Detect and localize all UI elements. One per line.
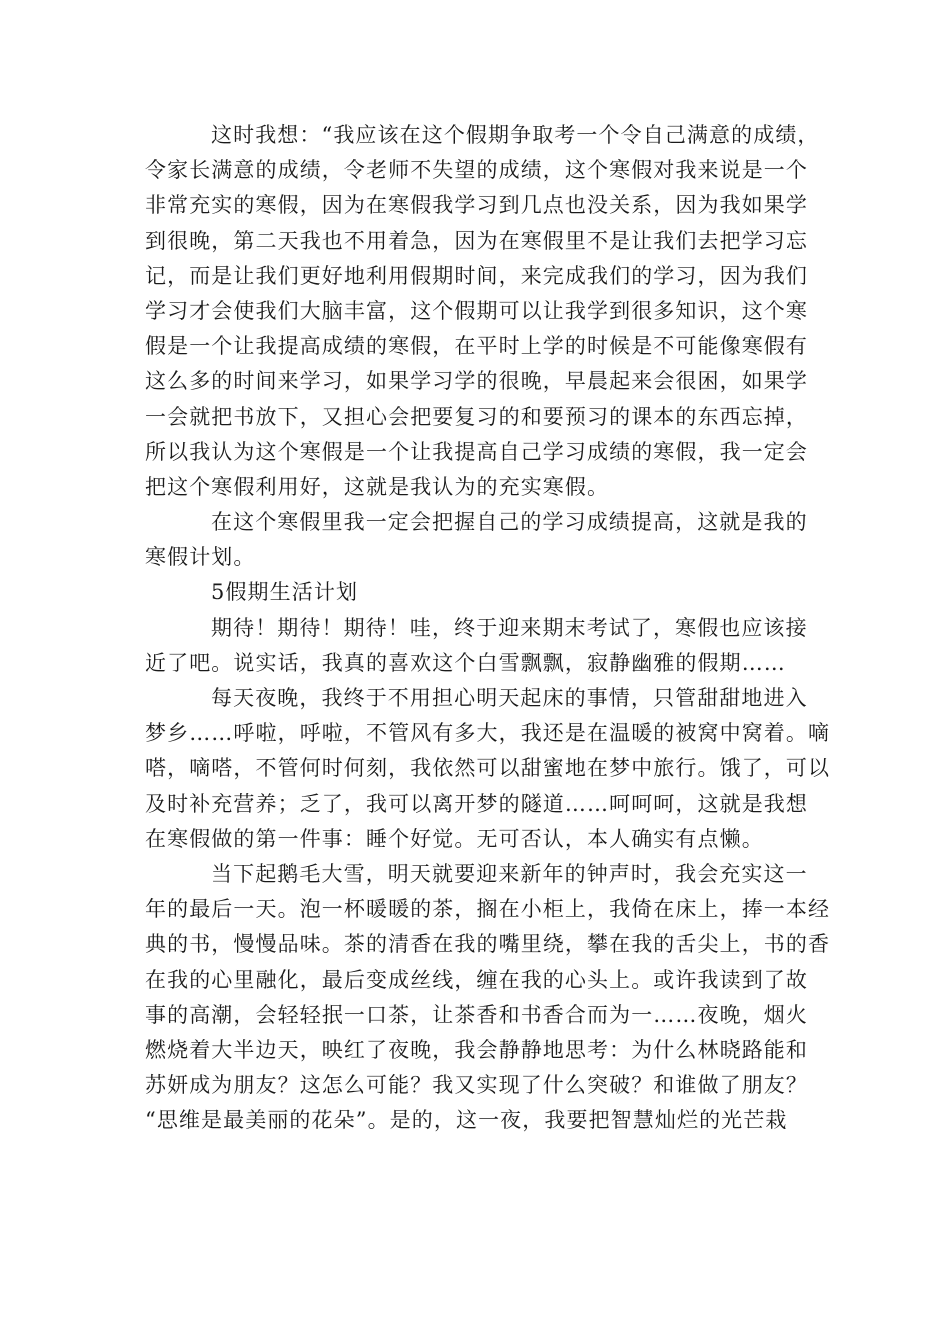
text-line: 学习才会使我们大脑丰富，这个假期可以让我学到很多知识，这个寒 xyxy=(145,298,808,323)
text-line: 所以我认为这个寒假是一个让我提高自己学习成绩的寒假，我一定会 xyxy=(145,439,808,464)
text-line: 记，而是让我们更好地利用假期时间，来完成我们的学习，因为我们 xyxy=(145,263,808,288)
text-line: 近了吧。说实话，我真的喜欢这个白雪飘飘，寂静幽雅的假期…… xyxy=(145,650,786,675)
text-line: 假是一个让我提高成绩的寒假，在平时上学的时候是不可能像寒假有 xyxy=(145,334,808,359)
text-line: 在寒假做的第一件事：睡个好觉。无可否认，本人确实有点懒。 xyxy=(145,826,764,851)
text-line: 令家长满意的成绩，令老师不失望的成绩，这个寒假对我来说是一个 xyxy=(145,158,808,183)
text-line: 苏妍成为朋友？这怎么可能？我又实现了什么突破？和谁做了朋友？ xyxy=(145,1073,808,1098)
text-line: 在这个寒假里我一定会把握自己的学习成绩提高，这就是我的 xyxy=(211,510,808,535)
text-line: 事的高潮，会轻轻抿一口茶，让茶香和书香合而为一……夜晚，烟火 xyxy=(145,1002,808,1027)
text-line: 及时补充营养；乏了，我可以离开梦的隧道……呵呵呵，这就是我想 xyxy=(145,791,808,816)
text-line: 期待！期待！期待！哇，终于迎来期末考试了，寒假也应该接 xyxy=(211,615,808,640)
text-line: 这时我想：“我应该在这个假期争取考一个令自己满意的成绩， xyxy=(211,123,820,147)
text-line: “思维是最美丽的花朵”。是的，这一夜，我要把智慧灿烂的光芒栽 xyxy=(145,1108,788,1133)
document-body xyxy=(145,118,831,1138)
text-line: 当下起鹅毛大雪，明天就要迎来新年的钟声时，我会充实这一 xyxy=(211,861,808,886)
section-heading: 5假期生活计划 xyxy=(211,580,359,605)
text-line: 年的最后一天。泡一杯暖暖的茶，搁在小柜上，我倚在床上，捧一本经 xyxy=(145,897,831,922)
text-line: 非常充实的寒假，因为在寒假我学习到几点也没关系，因为我如果学 xyxy=(145,193,808,218)
text-line: 每天夜晚，我终于不用担心明天起床的事情，只管甜甜地进入 xyxy=(211,686,808,710)
text-line: 梦乡……呼啦，呼啦，不管风有多大，我还是在温暖的被窝中窝着。嘀 xyxy=(145,721,831,746)
text-line: 这么多的时间来学习，如果学习学的很晚，早晨起来会很困，如果学 xyxy=(145,369,808,394)
text-line: 燃烧着大半边天，映红了夜晚，我会静静地思考：为什么林晓路能和 xyxy=(145,1037,808,1062)
text-line: 把这个寒假利用好，这就是我认为的充实寒假。 xyxy=(145,474,610,499)
text-line: 寒假计划。 xyxy=(145,545,256,570)
text-line: 一会就把书放下，又担心会把要复习的和要预习的课本的东西忘掉， xyxy=(145,404,808,429)
text-line: 典的书，慢慢品味。茶的清香在我的嘴里绕，攀在我的舌尖上，书的香 xyxy=(145,932,831,957)
text-line: 到很晚，第二天我也不用着急，因为在寒假里不是让我们去把学习忘 xyxy=(145,228,808,253)
text-line: 在我的心里融化，最后变成丝线，缠在我的心头上。或许我读到了故 xyxy=(145,967,808,992)
text-line: 嗒，嘀嗒，不管何时何刻，我依然可以甜蜜地在梦中旅行。饿了，可以 xyxy=(145,756,831,781)
